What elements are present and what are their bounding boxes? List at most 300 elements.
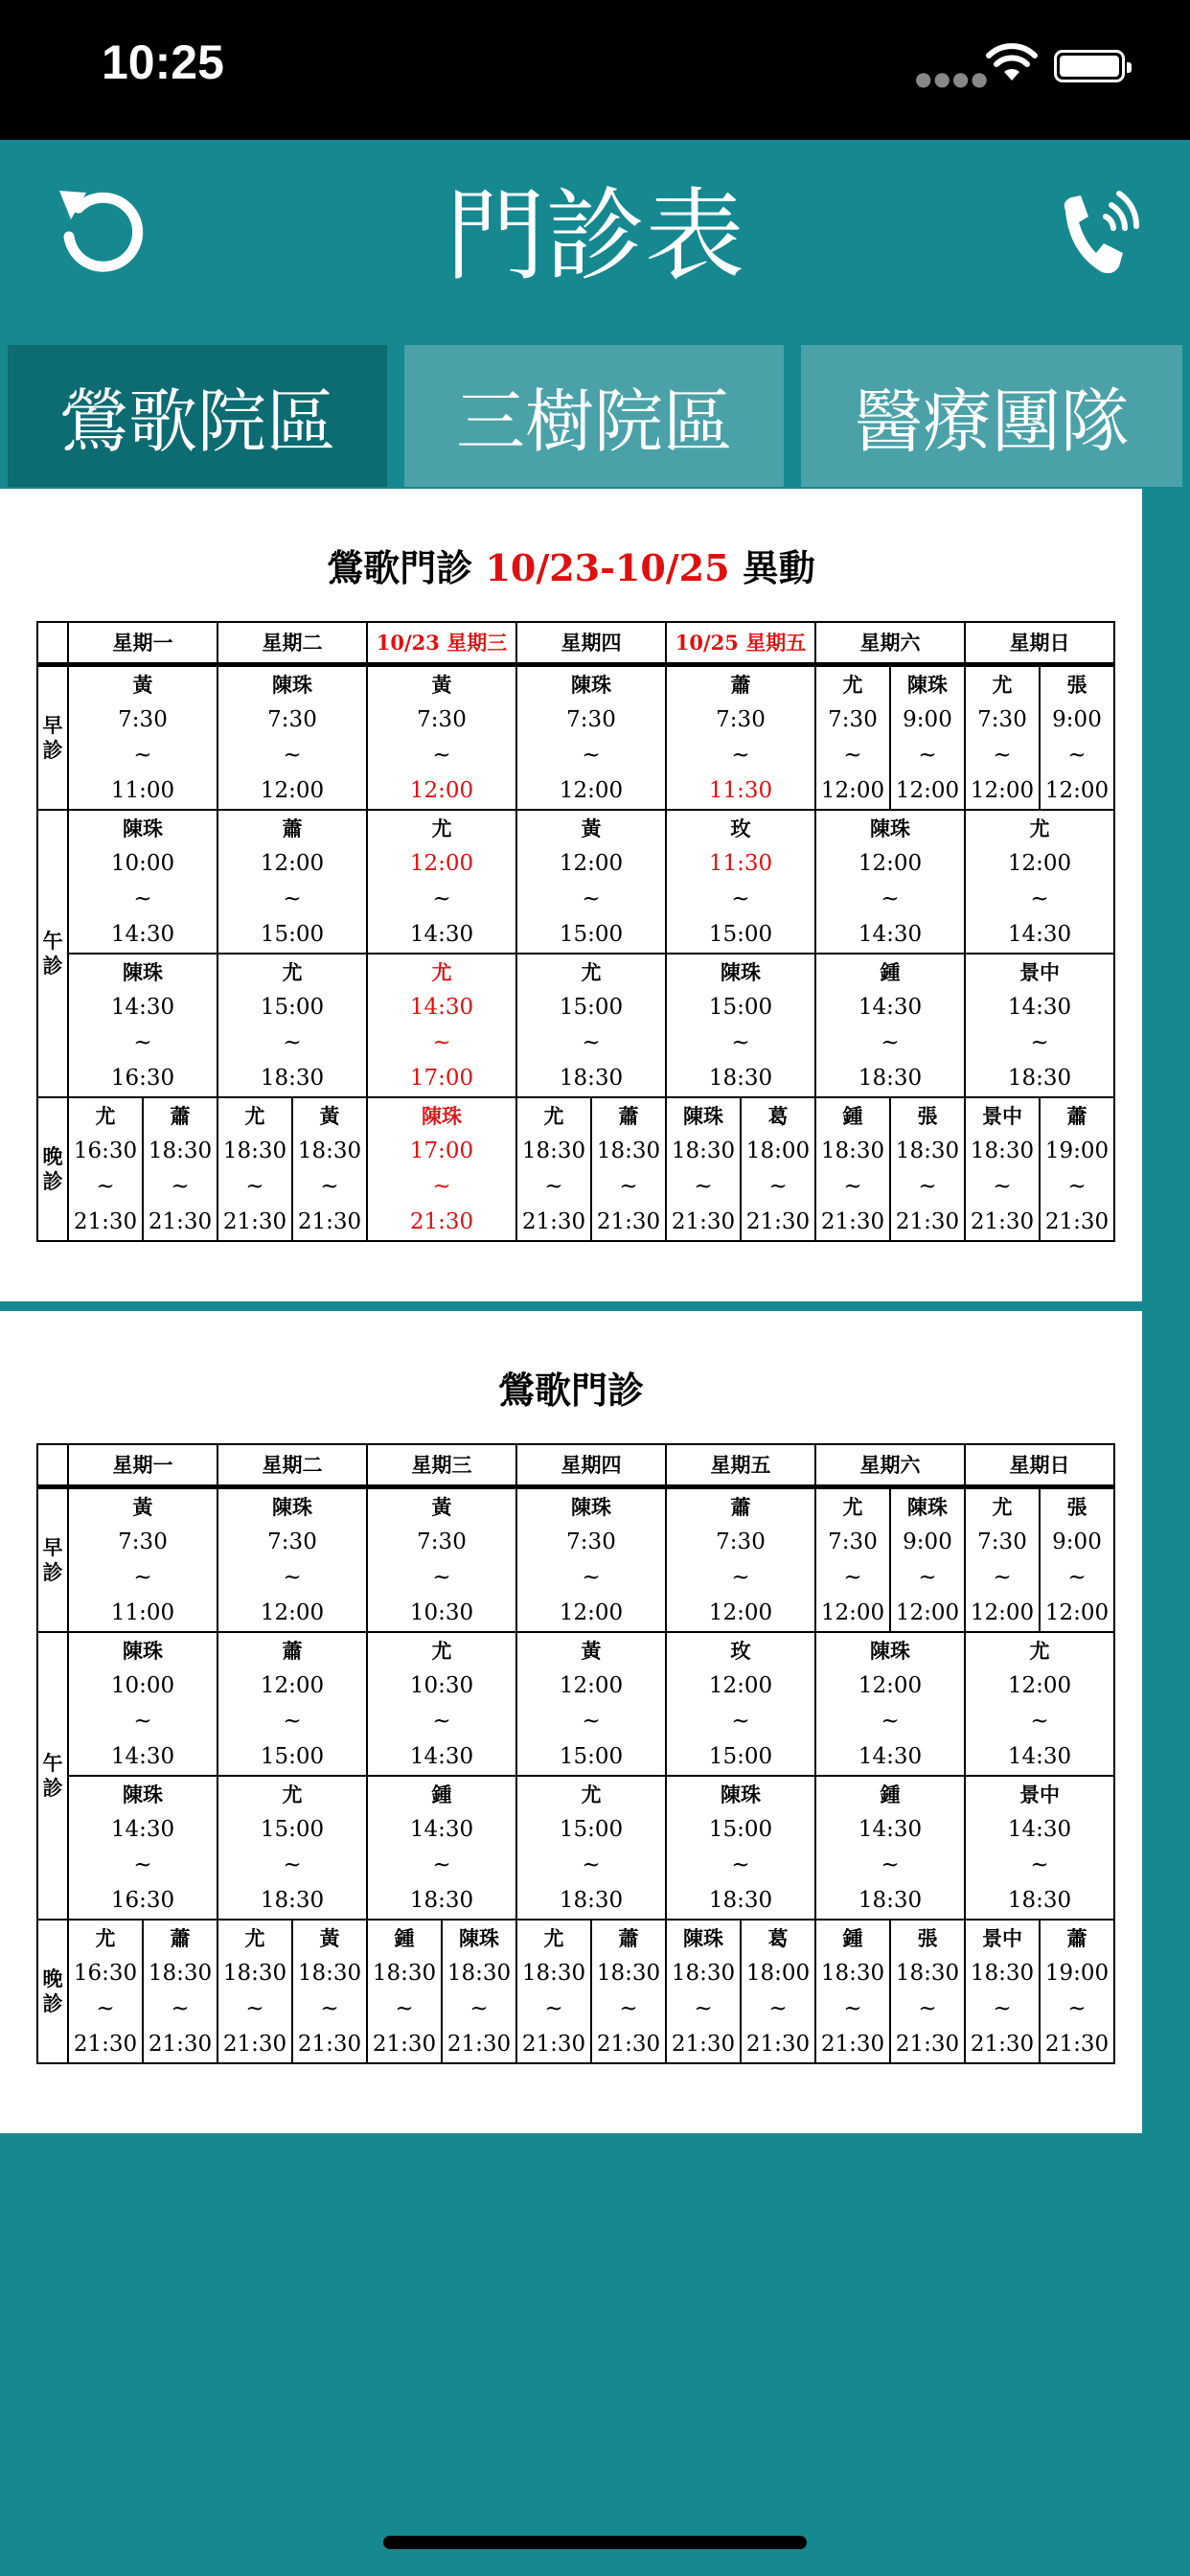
slot-start: 15:00 [559,1816,624,1842]
tab-medical-team[interactable]: 醫療團隊 [801,345,1182,487]
slot-tilde: ~ [582,1564,601,1590]
slot-doctor: 陳珠 [571,1494,611,1519]
slot-tilde: ~ [731,1029,750,1055]
schedule-slot [516,1097,591,1241]
schedule-slot [367,664,516,810]
slot-start: 7:30 [977,1529,1027,1554]
slot-tilde: ~ [993,742,1012,768]
slot-tilde: ~ [133,886,152,911]
slot-start: 7:30 [417,706,467,732]
slot-end: 15:00 [708,921,773,947]
schedule-slot [516,1920,591,2063]
slot-doctor: 陳珠 [683,1103,723,1128]
slot-start: 15:00 [559,994,624,1020]
schedule-slot [666,954,815,1097]
slot-doctor: 蕭 [730,1494,751,1519]
slot-tilde: ~ [918,1995,937,2021]
day-header: 星期一 [68,622,217,664]
slot-tilde: ~ [582,1708,601,1734]
schedule-slot [292,1097,367,1241]
slot-tilde: ~ [619,1995,638,2021]
slot-start: 18:30 [895,1960,960,1986]
slot-doctor: 張 [1066,1494,1087,1519]
status-bar [0,0,1190,140]
slot-end: 21:30 [895,1208,960,1234]
home-indicator [383,2536,807,2549]
slot-end: 21:30 [409,1208,474,1234]
slot-doctor: 蕭 [1066,1925,1087,1950]
slot-end: 15:00 [260,1743,325,1769]
day-header: 星期六 [815,1444,965,1486]
slot-end: 21:30 [820,1208,885,1234]
schedule-slot [143,1920,217,2063]
slot-tilde: ~ [843,742,862,768]
schedule-slot [68,810,217,954]
slot-end: 18:30 [1007,1065,1072,1091]
schedule-slot [965,810,1114,954]
slot-doctor: 陳珠 [907,1494,948,1519]
slot-end: 18:30 [858,1887,923,1913]
slot-tilde: ~ [432,1173,451,1199]
slot-end: 18:30 [559,1887,624,1913]
slot-doctor: 蕭 [282,1638,303,1663]
slot-start: 12:00 [559,850,624,876]
slot-doctor: 葛 [767,1925,789,1950]
schedule-slot [965,954,1114,1097]
slot-start: 18:30 [596,1138,661,1163]
slot-tilde: ~ [395,1995,414,2021]
slot-start: 11:30 [708,850,773,876]
slot-end: 18:30 [858,1065,923,1091]
slot-doctor: 黃 [581,816,602,840]
slot-end: 14:30 [409,921,474,947]
slot-end: 12:00 [970,1599,1035,1625]
slot-tilde: ~ [768,1173,788,1199]
slot-tilde: ~ [283,1852,302,1877]
slot-tilde: ~ [283,742,302,768]
slot-start: 12:00 [260,1672,325,1698]
schedule-slot [965,1632,1114,1776]
slot-doctor: 張 [1066,672,1087,697]
slot-start: 9:00 [1052,1529,1102,1554]
tab-sanshu[interactable]: 三樹院區 [404,345,784,487]
corner-cell [37,1444,68,1486]
slot-tilde: ~ [171,1995,190,2021]
schedule-slot [68,1920,143,2063]
slot-start: 12:00 [708,1672,773,1698]
slot-doctor: 景中 [1019,959,1060,984]
schedule-slot [367,1097,516,1241]
slot-end: 21:30 [521,1208,586,1234]
slot-start: 9:00 [903,706,952,732]
slot-start: 18:30 [895,1138,960,1163]
slot-tilde: ~ [432,1564,451,1590]
day-header: 10/23 星期三 [367,622,516,664]
slot-end: 12:00 [260,777,325,803]
slot-end: 21:30 [745,2031,811,2057]
slot-start: 15:00 [708,1816,773,1842]
slot-doctor: 張 [917,1925,938,1950]
schedule-slot [68,1486,217,1632]
slot-end: 21:30 [596,1208,661,1234]
schedule-slot [143,1097,217,1241]
slot-start: 7:30 [566,706,616,732]
slot-end: 18:30 [260,1065,325,1091]
slot-tilde: ~ [993,1564,1012,1590]
slot-doctor: 尤 [842,672,863,697]
slot-doctor: 蕭 [618,1925,639,1950]
schedule-slot [890,664,965,810]
slot-tilde: ~ [1030,886,1049,911]
slot-tilde: ~ [283,1029,302,1055]
slot-start: 12:00 [1007,1672,1072,1698]
slot-end: 12:00 [970,777,1035,803]
session-label: 早診 [37,664,68,810]
session-label: 晚診 [37,1920,68,2063]
schedule-slot [815,954,965,1097]
slot-doctor: 鍾 [842,1103,863,1128]
slot-doctor: 陳珠 [870,816,910,840]
slot-start: 14:30 [409,1816,474,1842]
schedule-slot [965,1920,1040,2063]
slot-end: 12:00 [820,777,885,803]
slot-start: 18:30 [671,1960,736,1986]
schedule-card-changes [0,489,1142,1301]
slot-tilde: ~ [133,1852,152,1877]
slot-doctor: 黃 [319,1925,340,1950]
day-header: 星期一 [68,1444,217,1486]
slot-doctor: 陳珠 [123,1638,163,1663]
slot-doctor: 黃 [319,1103,340,1128]
slot-tilde: ~ [133,1708,152,1734]
slot-doctor: 尤 [431,816,452,840]
schedule-slot [666,1632,815,1776]
slot-start: 9:00 [1052,706,1102,732]
schedule-slot [666,1097,741,1241]
slot-start: 14:30 [1007,1816,1072,1842]
slot-doctor: 尤 [95,1103,116,1128]
session-label: 午診 [37,1632,68,1920]
slot-start: 16:30 [73,1138,138,1163]
slot-start: 12:00 [858,850,923,876]
slot-start: 18:30 [970,1960,1035,1986]
slot-start: 7:30 [118,1529,168,1554]
slot-tilde: ~ [993,1173,1012,1199]
slot-tilde: ~ [1030,1852,1049,1877]
slot-doctor: 蕭 [730,672,751,697]
slot-tilde: ~ [283,886,302,911]
slot-tilde: ~ [283,1708,302,1734]
schedule-slot [68,1097,143,1241]
slot-end: 18:30 [1007,1887,1072,1913]
phone-icon[interactable] [1044,182,1150,288]
slot-start: 18:30 [148,1138,213,1163]
schedule-slot [1040,1920,1114,2063]
slot-end: 16:30 [110,1887,175,1913]
schedule-table-regular [36,1443,1115,2064]
schedule-slot [68,1632,217,1776]
slot-tilde: ~ [1067,1995,1087,2021]
schedule-slot [217,1097,292,1241]
slot-start: 10:00 [110,850,175,876]
slot-start: 7:30 [118,706,168,732]
schedule-slot [815,1632,965,1776]
slot-start: 10:00 [110,1672,175,1698]
slot-tilde: ~ [432,1029,451,1055]
schedule-slot [217,1486,367,1632]
slot-tilde: ~ [731,886,750,911]
schedule-slot [516,1632,666,1776]
schedule-slot [367,810,516,954]
schedule-slot [217,664,367,810]
schedule-slot [68,664,217,810]
slot-doctor: 陳珠 [571,672,611,697]
slot-start: 18:30 [820,1960,885,1986]
day-header: 星期四 [516,622,666,664]
tab-yingge[interactable]: 鶯歌院區 [8,345,387,487]
schedule-slot [591,1920,666,2063]
slot-tilde: ~ [96,1995,115,2021]
slot-start: 18:30 [521,1960,586,1986]
slot-tilde: ~ [582,1029,601,1055]
slot-doctor: 尤 [1029,1638,1050,1663]
slot-start: 17:00 [409,1138,474,1163]
slot-start: 15:00 [708,994,773,1020]
slot-start: 18:30 [820,1138,885,1163]
slot-tilde: ~ [96,1173,115,1199]
slot-start: 7:30 [716,1529,766,1554]
slot-end: 12:00 [895,1599,960,1625]
slot-tilde: ~ [881,1708,900,1734]
day-header: 星期日 [965,622,1114,664]
slot-doctor: 陳珠 [422,1103,462,1128]
slot-doctor: 玫 [730,816,751,840]
schedule-slot [68,1776,217,1920]
slot-tilde: ~ [1067,742,1087,768]
slot-start: 7:30 [417,1529,467,1554]
slot-tilde: ~ [731,1564,750,1590]
slot-doctor: 尤 [282,959,303,984]
day-header: 星期二 [217,1444,367,1486]
slot-start: 14:30 [409,994,474,1020]
schedule-card-regular [0,1311,1142,2133]
slot-start: 10:30 [409,1672,474,1698]
slot-tilde: ~ [768,1995,788,2021]
slot-start: 7:30 [566,1529,616,1554]
day-header: 星期三 [367,1444,516,1486]
slot-tilde: ~ [432,1708,451,1734]
day-header: 10/25 星期五 [666,622,815,664]
slot-end: 21:30 [297,1208,362,1234]
slot-doctor: 尤 [1029,816,1050,840]
slot-end: 12:00 [1044,1599,1110,1625]
slot-doctor: 尤 [992,1494,1013,1519]
slot-end: 21:30 [148,2031,213,2057]
slot-start: 7:30 [828,706,878,732]
slot-tilde: ~ [544,1173,563,1199]
slot-start: 14:30 [110,1816,175,1842]
slot-doctor: 陳珠 [272,672,312,697]
slot-tilde: ~ [133,1564,152,1590]
slot-end: 18:30 [260,1887,325,1913]
day-header: 星期二 [217,622,367,664]
schedule-slot [815,664,890,810]
slot-end: 21:30 [73,1208,138,1234]
schedule-slot [890,1097,965,1241]
schedule-slot [666,1486,815,1632]
slot-tilde: ~ [544,1995,563,2021]
slot-tilde: ~ [1067,1173,1087,1199]
slot-start: 16:30 [73,1960,138,1986]
slot-start: 14:30 [858,994,923,1020]
slot-end: 21:30 [222,1208,287,1234]
slot-tilde: ~ [245,1995,264,2021]
slot-tilde: ~ [133,742,152,768]
slot-start: 18:00 [745,1960,811,1986]
slot-end: 10:30 [409,1599,474,1625]
slot-tilde: ~ [993,1995,1012,2021]
slot-start: 18:30 [222,1138,287,1163]
slot-doctor: 玫 [730,1638,751,1663]
slot-end: 14:30 [1007,1743,1072,1769]
slot-doctor: 黃 [431,1494,452,1519]
schedule-slot [367,954,516,1097]
slot-start: 19:00 [1044,1960,1110,1986]
slot-doctor: 蕭 [618,1103,639,1128]
schedule-slot [217,810,367,954]
slot-start: 18:30 [372,1960,437,1986]
slot-start: 19:00 [1044,1138,1110,1163]
status-time: 10:25 [102,35,224,89]
slot-doctor: 鍾 [842,1925,863,1950]
slot-end: 12:00 [708,1599,773,1625]
slot-start: 12:00 [858,1672,923,1698]
slot-start: 18:30 [671,1138,736,1163]
schedule-slot [965,664,1040,810]
slot-start: 18:30 [596,1960,661,1986]
slot-end: 11:30 [708,777,773,803]
slot-start: 18:30 [148,1960,213,1986]
slot-end: 18:30 [708,1887,773,1913]
schedule-slot [741,1097,815,1241]
slot-end: 21:30 [596,2031,661,2057]
slot-doctor: 蕭 [170,1103,191,1128]
slot-start: 7:30 [267,706,317,732]
slot-end: 21:30 [372,2031,437,2057]
slot-end: 18:30 [559,1065,624,1091]
slot-end: 15:00 [559,1743,624,1769]
schedule-slot [516,664,666,810]
schedule-slot [815,1776,965,1920]
slot-start: 14:30 [858,1816,923,1842]
slot-doctor: 尤 [244,1925,265,1950]
session-label: 午診 [37,810,68,1097]
slot-tilde: ~ [283,1564,302,1590]
slot-tilde: ~ [582,742,601,768]
schedule-slot [815,1097,890,1241]
slot-doctor: 陳珠 [907,672,948,697]
slot-doctor: 張 [917,1103,938,1128]
slot-end: 21:30 [222,2031,287,2057]
schedule-slot [292,1920,367,2063]
slot-end: 21:30 [1044,1208,1110,1234]
slot-doctor: 陳珠 [459,1925,499,1950]
schedule-title-regular: 鶯歌門診 [497,1368,644,1412]
day-header: 星期日 [965,1444,1114,1486]
slot-start: 7:30 [977,706,1027,732]
slot-tilde: ~ [582,1852,601,1877]
slot-start: 9:00 [903,1529,952,1554]
slot-doctor: 鍾 [394,1925,415,1950]
day-header: 星期四 [516,1444,666,1486]
slot-doctor: 蕭 [1066,1103,1087,1128]
schedule-slot [1040,1486,1114,1632]
slot-end: 14:30 [858,921,923,947]
slot-tilde: ~ [918,1173,937,1199]
schedule-slot [516,1486,666,1632]
slot-end: 21:30 [970,1208,1035,1234]
schedule-slot [890,1486,965,1632]
slot-end: 17:00 [409,1065,474,1091]
session-label: 晚診 [37,1097,68,1241]
slot-tilde: ~ [1067,1564,1087,1590]
slot-end: 12:00 [1044,777,1110,803]
slot-end: 21:30 [671,2031,736,2057]
schedule-slot [815,1920,890,2063]
slot-end: 21:30 [521,2031,586,2057]
slot-tilde: ~ [133,1029,152,1055]
slot-end: 11:00 [110,1599,175,1625]
slot-doctor: 黃 [581,1638,602,1663]
schedule-slot [516,954,666,1097]
schedule-slot [666,664,815,810]
slot-doctor: 陳珠 [683,1925,723,1950]
slot-tilde: ~ [918,742,937,768]
slot-doctor: 尤 [431,959,452,984]
slot-end: 21:30 [745,1208,811,1234]
slot-start: 12:00 [260,850,325,876]
schedule-slot [815,810,965,954]
slot-start: 18:30 [297,1960,362,1986]
slot-doctor: 黃 [132,672,153,697]
slot-doctor: 陳珠 [272,1494,312,1519]
day-header: 星期五 [666,1444,815,1486]
slot-end: 21:30 [73,2031,138,2057]
schedule-slot [367,1920,442,2063]
schedule-slot [217,1632,367,1776]
slot-end: 12:00 [409,777,474,803]
schedule-slot [666,1920,741,2063]
slot-doctor: 尤 [581,959,602,984]
schedule-slot [1040,664,1114,810]
slot-tilde: ~ [694,1995,713,2021]
slot-start: 15:00 [260,994,325,1020]
slot-doctor: 尤 [244,1103,265,1128]
corner-cell [37,622,68,664]
slot-end: 14:30 [858,1743,923,1769]
slot-tilde: ~ [171,1173,190,1199]
slot-tilde: ~ [320,1995,339,2021]
slot-end: 12:00 [260,1599,325,1625]
slot-end: 14:30 [110,921,175,947]
slot-tilde: ~ [1030,1708,1049,1734]
schedule-table-changes [36,621,1115,1242]
schedule-slot [965,1486,1040,1632]
slot-tilde: ~ [469,1995,489,2021]
slot-doctor: 黃 [132,1494,153,1519]
slot-doctor: 鍾 [880,1782,901,1806]
slot-doctor: 陳珠 [870,1638,910,1663]
